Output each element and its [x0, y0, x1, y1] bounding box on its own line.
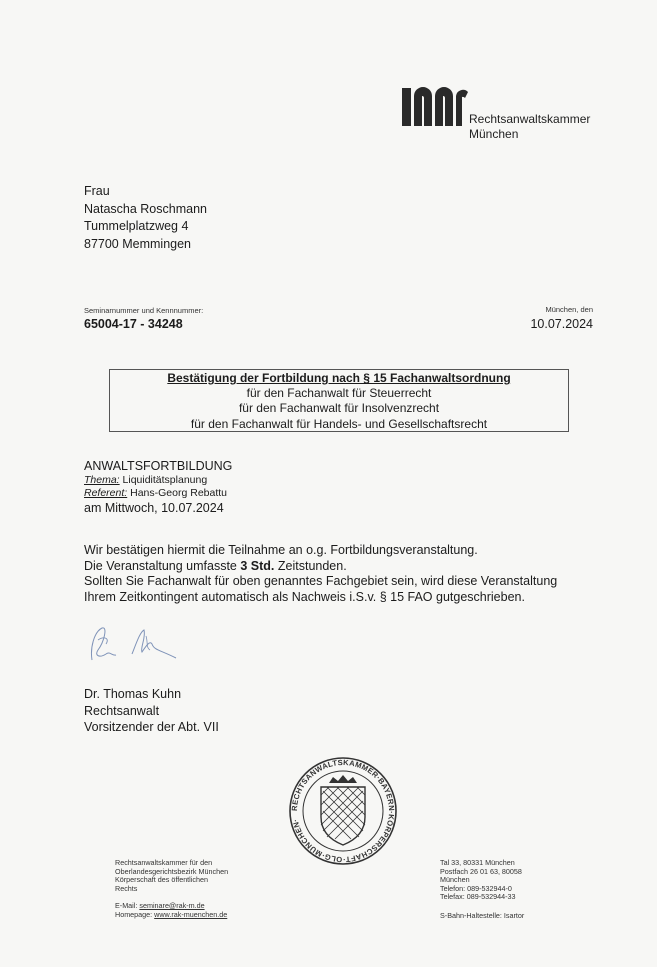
footer-right: [440, 859, 524, 921]
rak-logo-icon: [402, 86, 468, 126]
event-heading: ANWALTSFORTBILDUNG: [84, 459, 233, 473]
recipient-street: Tummelplatzweg 4: [84, 219, 189, 233]
certificate-title: Bestätigung der Fortbildung nach § 15 Fachanwaltsordnung: [167, 371, 511, 385]
footer-contacts: [115, 902, 228, 919]
hours-value: 3 Std.: [240, 558, 275, 573]
signer-block: [84, 686, 219, 736]
letter-date: 10.07.2024: [530, 317, 593, 331]
topic-value: Liquiditätsplanung: [122, 474, 208, 486]
seminar-number-label: Seminarnummer und Kennnummer:: [84, 306, 204, 315]
homepage-row: [115, 911, 228, 920]
body-line-3: Sollten Sie Fachanwalt für oben genanntes Fachgebiet sein, wird diese Veranstaltung: [84, 574, 558, 588]
certificate-line: für den Fachanwalt für Insolvenzrecht: [238, 401, 440, 416]
seminar-number: 65004-17 - 34248: [84, 317, 183, 331]
body-line-2-prefix: Die Veranstaltung umfasste: [84, 558, 237, 573]
signer-title: Rechtsanwalt: [84, 703, 160, 718]
body-line-2: [84, 559, 557, 575]
event-speaker-row: [84, 487, 232, 500]
place-label: München, den: [545, 305, 593, 314]
footer-left: [115, 859, 228, 920]
footer-right-line: Tal 33, 80331 München: [440, 858, 515, 867]
signer-name: Dr. Thomas Kuhn: [84, 687, 182, 701]
event-date: am Mittwoch, 10.07.2024: [84, 501, 224, 515]
certificate-box: [109, 369, 569, 432]
body-line-4: Ihrem Zeitkontingent automatisch als Nachweis i.S.v. § 15 FAO gutgeschrieben.: [84, 589, 525, 604]
certificate-line: für den Fachanwalt für Handels- und Gesellschaftsrecht: [190, 416, 488, 431]
recipient-salutation: Frau: [84, 184, 110, 198]
org-name: [469, 112, 590, 142]
svg-text:RECHTSANWALTSKAMMER·BAYERN·KÖR: RECHTSANWALTSKAMMER·BAYERN·KÖRPERSCHAFT·OLG·MÜNCHEN·: [289, 757, 397, 865]
event-topic-row: [84, 474, 232, 487]
body-line-2-suffix: Zeitstunden.: [277, 558, 347, 573]
homepage-label: Homepage:: [115, 909, 153, 919]
footer-right-line: Postfach 26 01 63, 80058: [440, 866, 522, 876]
footer-left-line: Oberlandesgerichtsbezirk München: [115, 866, 229, 876]
event-details: [84, 458, 232, 516]
body-line-1: Wir bestätigen hiermit die Teilnahme an o.g. Fortbildungsveranstaltung.: [84, 543, 478, 557]
official-seal-icon: [283, 757, 403, 865]
recipient-name: Natascha Roschmann: [84, 201, 207, 216]
recipient-city: 87700 Memmingen: [84, 236, 192, 251]
confirmation-text: [84, 543, 557, 605]
org-name-line1: Rechtsanwaltskammer: [469, 112, 591, 126]
station-info: S-Bahn-Haltestelle: Isartor: [440, 910, 525, 920]
footer-left-line: Rechtsanwaltskammer für den: [115, 858, 213, 867]
recipient-address: [84, 183, 207, 253]
speaker-label: Referent:: [84, 487, 128, 499]
footer-left-line: Rechts: [115, 883, 138, 893]
certificate-line: für den Fachanwalt für Steuerrecht: [246, 386, 432, 401]
signer-role: Vorsitzender der Abt. VII: [84, 720, 219, 734]
topic-label: Thema:: [84, 474, 120, 486]
footer-right-line: Telefon: 089-532944-0: [440, 883, 512, 893]
footer-right-line: München: [440, 875, 470, 885]
speaker-value: Hans-Georg Rebattu: [130, 487, 228, 499]
footer-right-line: Telefax: 089-532944-33: [440, 892, 516, 902]
email-link[interactable]: seminare@rak-m.de: [139, 901, 205, 911]
footer-left-line: Körperschaft des öffentlichen: [115, 875, 208, 885]
org-name-line2: München: [469, 127, 519, 141]
handwritten-signature: [84, 618, 184, 668]
email-label: E-Mail:: [115, 901, 138, 911]
homepage-link[interactable]: www.rak-muenchen.de: [154, 909, 228, 919]
